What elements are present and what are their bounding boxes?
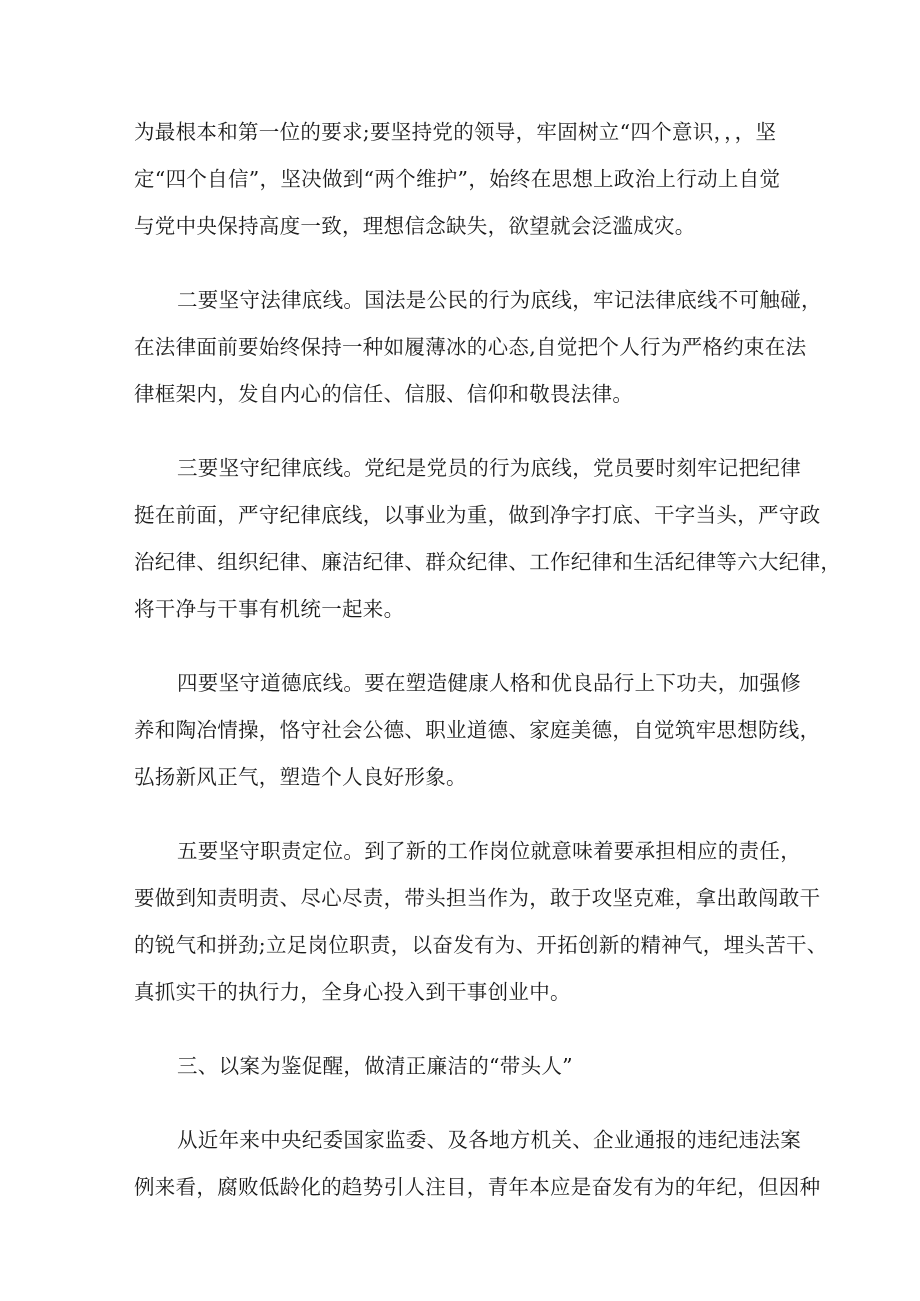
text-line: 养和陶冶情操，恪守社会公德、职业道德、家庭美德，自觉筑牢思想防线，	[134, 718, 821, 742]
text-line: 与党中央保持高度一致，理想信念缺失，欲望就会泛滥成灾。	[134, 214, 696, 238]
text-line: 四要坚守道德底线。要在塑造健康人格和优良品行上下功夫，加强修	[177, 671, 801, 695]
text-line: 五要坚守职责定位。到了新的工作岗位就意味着要承担相应的责任，	[177, 839, 801, 863]
section-heading-text: 三、以案为鉴促醒，做清正廉洁的“带头人”	[177, 1054, 573, 1078]
text-line: 将干净与干事有机统一起来。	[134, 597, 405, 621]
text-line: 真抓实干的执行力，全身心投入到干事创业中。	[134, 980, 571, 1004]
text-line: 二要坚守法律底线。国法是公民的行为底线，牢记法律底线不可触碰，	[177, 288, 822, 312]
text-line: 弘扬新风正气，塑造个人良好形象。	[134, 765, 467, 789]
text-line: 三要坚守纪律底线。党纪是党员的行为底线，党员要时刻牢记把纪律	[177, 456, 801, 480]
text-line: 要做到知责明责、尽心尽责，带头担当作为，敢于攻坚克难，拿出敢闯敢干	[134, 886, 821, 910]
text-line: 治纪律、组织纪律、廉洁纪律、群众纪律、工作纪律和生活纪律等六大纪律，	[134, 550, 842, 574]
text-line: 挺在前面，严守纪律底线，以事业为重，做到净字打底、干字当头，严守政	[134, 503, 821, 527]
text-line: 例来看，腐败低龄化的趋势引人注目，青年本应是奋发有为的年纪，但因种	[134, 1175, 821, 1199]
text-line: 律框架内，发自内心的信任、信服、信仰和敬畏法律。	[134, 382, 634, 406]
text-line: 从近年来中央纪委国家监委、及各地方机关、企业通报的违纪违法案	[177, 1128, 801, 1152]
text-line: 在法律面前要始终保持一种如履薄冰的心态,自觉把个人行为严格约束在法	[134, 335, 807, 359]
text-line: 定“四个自信”，坚决做到“两个维护”，始终在思想上政治上行动上自觉	[134, 167, 781, 191]
text-line: 的锐气和拼劲;立足岗位职责，以奋发有为、开拓创新的精神气，埋头苦干、	[134, 933, 828, 957]
text-line: 为最根本和第一位的要求;要坚持党的领导，牢固树立“四个意识，，，坚	[134, 120, 777, 144]
